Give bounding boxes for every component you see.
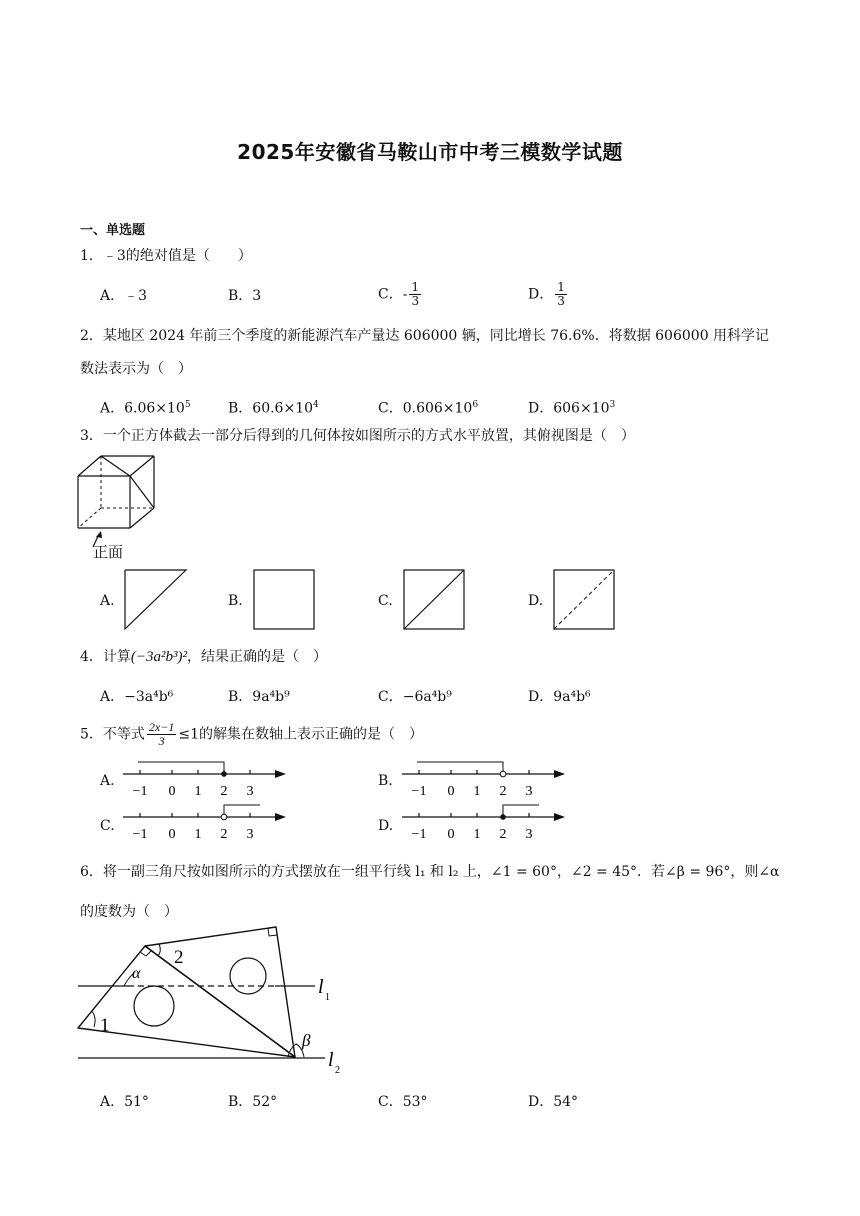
- q4-option-c: C．−6a⁴b⁹: [378, 689, 452, 705]
- q5-option-b-numberline: [397, 758, 569, 802]
- q4-stem-suffix: ，结果正确的是（ ）: [187, 649, 328, 665]
- q5b-tick-0: 0: [447, 784, 455, 799]
- q2-option-b-base: B．60.6×10: [228, 400, 314, 417]
- q5c-tick-1: 1: [194, 827, 202, 842]
- question-6-stem-line2: 的度数为（ ）: [80, 904, 178, 920]
- q1-d-numerator: 1: [557, 280, 565, 294]
- q6-label-beta: β: [302, 1031, 311, 1050]
- q3-option-c-label: C.: [378, 593, 393, 609]
- q6-label-l2: l: [328, 1049, 334, 1071]
- q5d-tick-neg1: −1: [411, 827, 427, 842]
- q5-option-c-label: C.: [100, 818, 115, 834]
- q5a-tick-neg1: −1: [132, 784, 148, 799]
- question-3-stem: 3．一个正方体截去一部分后得到的几何体按如图所示的方式水平放置，其俯视图是（ ）: [80, 428, 635, 444]
- q5c-tick-0: 0: [168, 827, 176, 842]
- q3-option-a-figure: [124, 569, 188, 631]
- question-5-stem: [80, 721, 423, 748]
- q6-label-angle-1: 1: [100, 1015, 110, 1036]
- q1-option-c: [378, 281, 423, 308]
- q5b-tick-1: 1: [473, 784, 481, 799]
- q1-option-b: B．3: [228, 288, 262, 304]
- q5d-tick-2: 2: [499, 827, 507, 842]
- q1-option-d: [528, 281, 569, 308]
- q2-option-a-exponent: 5: [184, 400, 191, 410]
- q1-option-d-prefix: D．: [528, 286, 554, 303]
- q5-option-d-numberline: [397, 801, 569, 845]
- q6-label-l1-sub: 1: [325, 992, 330, 1003]
- q5-option-b-label: B.: [378, 773, 393, 789]
- q2-option-d-base: D．606×10: [528, 400, 610, 417]
- q3-option-d-figure: [553, 569, 617, 631]
- q6-option-b: B．52°: [228, 1094, 278, 1110]
- q3-front-label: 正面: [93, 543, 124, 561]
- q2-option-c-base: C．0.606×10: [378, 400, 473, 417]
- q5a-tick-0: 0: [168, 784, 176, 799]
- q5b-tick-neg1: −1: [411, 784, 427, 799]
- section-heading: 一、单选题: [80, 223, 146, 238]
- q5-option-a-numberline: [118, 758, 290, 802]
- q6-option-a: A．51°: [100, 1094, 149, 1110]
- q2-option-c-exponent: 6: [472, 400, 479, 410]
- q5a-tick-2: 2: [220, 784, 228, 799]
- q2-option-a: [100, 395, 191, 419]
- q5c-tick-3: 3: [246, 827, 254, 842]
- question-4-stem: [80, 647, 327, 667]
- q6-option-d: D．54°: [528, 1094, 579, 1110]
- q5c-tick-2: 2: [220, 827, 228, 842]
- q5-frac-denominator: 3: [158, 734, 165, 748]
- q1-option-c-prefix: C．-: [378, 286, 408, 303]
- q6-option-c: C．53°: [378, 1094, 428, 1110]
- q5a-tick-3: 3: [246, 784, 254, 799]
- question-6-stem-line1: 6．将一副三角尺按如图所示的方式摆放在一组平行线 l₁ 和 l₂ 上，∠1 = 60°，∠2 = 45°．若∠β = 96°，则∠α: [80, 864, 780, 880]
- q5-frac-numerator: 2x−1: [148, 720, 175, 734]
- q3-option-b-figure: [253, 569, 317, 631]
- q6-label-l2-sub: 2: [335, 1065, 340, 1076]
- q5b-tick-3: 3: [525, 784, 533, 799]
- question-2-stem-line1: 2．某地区 2024 年前三个季度的新能源汽车产量达 606000 辆，同比增长 76.6%．将数据 606000 用科学记: [80, 328, 770, 344]
- q5b-tick-2: 2: [499, 784, 507, 799]
- q6-label-alpha: α: [132, 965, 141, 982]
- q5-option-a-label: A.: [100, 773, 115, 789]
- q4-option-d: D．9a⁴b⁶: [528, 689, 591, 705]
- q1-c-numerator: 1: [411, 280, 420, 294]
- q6-triangle-figure: [70, 920, 360, 1080]
- q5d-tick-1: 1: [473, 827, 481, 842]
- q5-option-c-numberline: [118, 801, 290, 845]
- q3-option-b-label: B.: [228, 593, 243, 609]
- q2-option-c: [378, 395, 478, 419]
- q3-option-a-label: A.: [100, 593, 115, 609]
- q5-fraction: [147, 721, 176, 748]
- q5-stem-prefix: 5．不等式: [80, 726, 145, 743]
- page-title: 2025年安徽省马鞍山市中考三模数学试题: [237, 140, 623, 164]
- q1-option-c-fraction: [409, 281, 421, 308]
- question-1-stem: 1．﹣3的绝对值是（ ）: [80, 248, 252, 264]
- q5a-tick-1: 1: [194, 784, 202, 799]
- q2-option-d-exponent: 3: [609, 400, 616, 410]
- q4-option-b: B．9a⁴b⁹: [228, 689, 290, 705]
- q5-option-d-label: D.: [378, 818, 394, 834]
- q3-option-c-figure: [403, 569, 467, 631]
- q1-d-denominator: 3: [557, 294, 565, 308]
- q2-option-b-exponent: 4: [313, 400, 319, 410]
- q5d-tick-3: 3: [525, 827, 533, 842]
- q1-c-denominator: 3: [411, 294, 420, 308]
- q5-stem-suffix: ≤1的解集在数轴上表示正确的是（ ）: [178, 726, 423, 743]
- q6-label-angle-2: 2: [174, 947, 184, 968]
- q4-stem-prefix: 4．计算: [80, 649, 131, 665]
- q2-option-b: [228, 395, 319, 419]
- q1-option-a: A．﹣3: [100, 288, 148, 304]
- q2-option-d: [528, 395, 615, 419]
- q1-option-d-fraction: [555, 281, 567, 308]
- q4-expression: (−3a²b³)²: [130, 649, 188, 665]
- q4-option-a: A．−3a⁴b⁶: [100, 689, 174, 705]
- q2-option-a-base: A．6.06×10: [100, 400, 185, 417]
- q6-label-l1: l: [318, 976, 324, 998]
- q5d-tick-0: 0: [447, 827, 455, 842]
- question-2-stem-line2: 数法表示为（ ）: [80, 361, 192, 377]
- q5c-tick-neg1: −1: [132, 827, 148, 842]
- q3-option-d-label: D.: [528, 593, 544, 609]
